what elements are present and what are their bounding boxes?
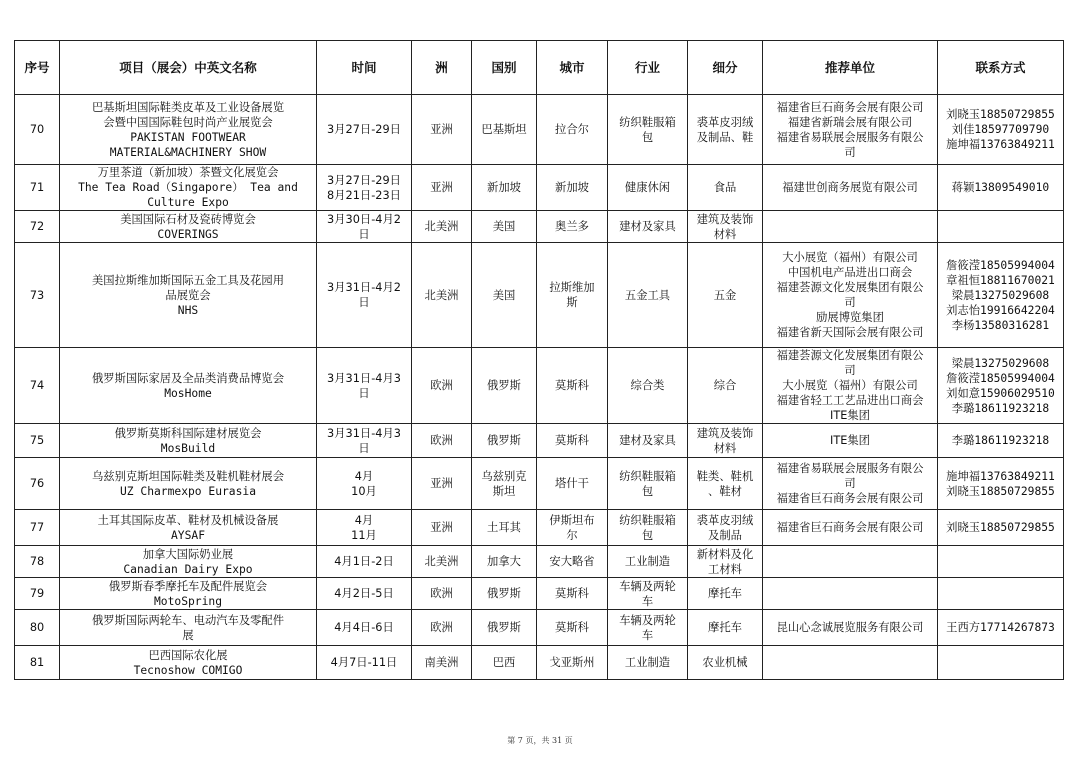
cell-time — [317, 95, 412, 165]
cell-recommender — [763, 243, 938, 348]
cell-subcategory-line: 、鞋材 — [708, 484, 742, 498]
cell-time — [317, 243, 412, 348]
cell-no: 77 — [15, 510, 60, 546]
cell-country-line: 巴基斯坦 — [481, 123, 527, 136]
cell-subcategory-line: 建筑及装饰 — [696, 212, 754, 226]
cell-name-line: 俄罗斯莫斯科国际建材展览会 — [114, 426, 262, 440]
col-header-country: 国别 — [472, 41, 537, 95]
cell-recommender-line: 福建省易联展会展服务有限公 — [776, 130, 924, 144]
cell-time-line: 3月31日-4月2 — [327, 281, 401, 294]
cell-country-line: 俄罗斯 — [487, 587, 521, 600]
cell-industry-line: 包 — [641, 528, 654, 542]
cell-time-line: 4月7日-11日 — [330, 656, 398, 669]
cell-name-line: Culture Expo — [147, 196, 229, 209]
cell-continent: 亚洲 — [412, 165, 472, 211]
cell-industry — [608, 646, 688, 680]
cell-time-line: 3月31日-4月3 — [327, 426, 401, 440]
cell-contact-line: 施坤福13763849211 — [946, 138, 1055, 151]
cell-subcategory — [688, 646, 763, 680]
cell-recommender-line: 福建荟源文化发展集团有限公 — [776, 349, 924, 362]
cell-city-line: 斯 — [566, 296, 578, 309]
cell-time — [317, 578, 412, 610]
cell-contact — [938, 610, 1064, 646]
cell-no: 79 — [15, 578, 60, 610]
cell-name-line: 俄罗斯国际家居及全品类消费品博览会 — [91, 371, 285, 385]
cell-time — [317, 510, 412, 546]
cell-recommender-line: 司 — [844, 145, 856, 159]
cell-recommender-line: 福建省轻工工艺品进出口商会 — [776, 394, 924, 407]
cell-recommender-line: 司 — [844, 477, 856, 490]
cell-contact — [938, 424, 1064, 458]
cell-city — [537, 165, 608, 211]
cell-time — [317, 424, 412, 458]
cell-subcategory-line: 建筑及装饰 — [696, 426, 754, 440]
cell-name-line: 万里茶道（新加坡）茶暨文化展览会 — [97, 166, 279, 179]
cell-continent: 北美洲 — [412, 211, 472, 243]
cell-industry-line: 五金工具 — [624, 288, 671, 302]
cell-industry — [608, 243, 688, 348]
table-row — [15, 646, 1064, 680]
cell-contact-line: 詹筱滢18505994004 — [946, 371, 1055, 385]
cell-name-line: PAKISTAN FOOTWEAR — [130, 130, 246, 144]
cell-subcategory — [688, 424, 763, 458]
cell-time-line: 3月27日-29日 — [327, 123, 401, 136]
cell-recommender-line: 福建世创商务展览有限公司 — [782, 181, 918, 194]
cell-subcategory-line: 及制品 — [708, 528, 742, 542]
cell-contact-line: 梁晨13275029608 — [951, 288, 1050, 302]
col-header-subcategory: 细分 — [688, 41, 763, 95]
col-header-name: 项目（展会）中英文名称 — [60, 41, 317, 95]
cell-industry-line: 健康休闲 — [624, 181, 671, 194]
cell-subcategory-line: 工材料 — [708, 562, 742, 576]
cell-country — [472, 510, 537, 546]
cell-city — [537, 610, 608, 646]
cell-country-line: 俄罗斯 — [487, 379, 521, 392]
cell-country — [472, 646, 537, 680]
cell-industry — [608, 424, 688, 458]
cell-city-line: 尔 — [566, 528, 578, 542]
cell-contact-line: 刘晓玉18850729855 — [946, 108, 1055, 121]
cell-name-line: 美国拉斯维加斯国际五金工具及花园用 — [91, 273, 285, 287]
cell-contact-line: 李杨13580316281 — [951, 318, 1050, 332]
cell-contact — [938, 243, 1064, 348]
col-header-contact: 联系方式 — [938, 41, 1064, 95]
cell-country-line: 新加坡 — [487, 181, 521, 194]
cell-industry — [608, 458, 688, 510]
cell-subcategory — [688, 165, 763, 211]
cell-industry-line: 包 — [641, 484, 654, 498]
cell-name-line: 巴西国际农化展 — [148, 648, 228, 662]
cell-name — [60, 165, 317, 211]
cell-no: 81 — [15, 646, 60, 680]
cell-subcategory — [688, 211, 763, 243]
cell-time-line: 日 — [358, 296, 370, 309]
cell-subcategory — [688, 458, 763, 510]
cell-no: 71 — [15, 165, 60, 211]
page-footer: 第 7 页，共 31 页 — [507, 736, 573, 745]
cell-industry-line: 包 — [641, 130, 654, 144]
cell-name — [60, 458, 317, 510]
cell-industry-line: 纺织鞋服箱 — [619, 513, 676, 527]
cell-industry-line: 工业制造 — [624, 656, 671, 669]
cell-recommender-line: 福建荟源文化发展集团有限公 — [776, 281, 924, 294]
table-row — [15, 95, 1064, 165]
cell-recommender-line: 大小展览（福州）有限公司 — [782, 251, 918, 264]
cell-contact-line: 刘志怡19916642204 — [946, 303, 1055, 317]
cell-continent: 欧洲 — [412, 610, 472, 646]
cell-name-line: NHS — [177, 303, 199, 317]
cell-recommender — [763, 211, 938, 243]
col-header-no: 序号 — [15, 41, 60, 95]
cell-contact — [938, 578, 1064, 610]
cell-city — [537, 424, 608, 458]
cell-subcategory-line: 新材料及化 — [696, 547, 754, 561]
cell-country-line: 斯坦 — [492, 484, 516, 498]
cell-no: 72 — [15, 211, 60, 243]
cell-time-line: 10月 — [351, 484, 377, 498]
cell-industry-line: 工业制造 — [624, 555, 671, 568]
cell-no: 75 — [15, 424, 60, 458]
cell-city — [537, 646, 608, 680]
cell-country — [472, 348, 537, 424]
cell-city — [537, 211, 608, 243]
cell-name-line: AYSAF — [170, 528, 205, 542]
cell-time-line: 日 — [358, 227, 370, 241]
cell-time-line: 4月1日-2日 — [334, 555, 394, 568]
cell-contact — [938, 211, 1064, 243]
cell-recommender-line: 福建省巨石商务会展有限公司 — [776, 492, 924, 505]
cell-subcategory — [688, 348, 763, 424]
cell-name-line: MATERIAL&MACHINERY SHOW — [109, 145, 267, 159]
cell-continent: 亚洲 — [412, 95, 472, 165]
cell-time — [317, 458, 412, 510]
cell-industry — [608, 578, 688, 610]
cell-contact-line: 刘晓玉18850729855 — [946, 521, 1055, 534]
cell-subcategory — [688, 243, 763, 348]
cell-recommender-line: 福建省易联展会展服务有限公 — [776, 462, 924, 475]
cell-city — [537, 546, 608, 578]
cell-industry-line: 车 — [641, 628, 654, 642]
cell-name-line: 乌兹别克斯坦国际鞋类及鞋机鞋材展会 — [91, 469, 285, 483]
cell-name-line: Tecnoshow COMIGO — [133, 663, 243, 677]
cell-industry-line: 车 — [641, 594, 654, 608]
cell-country-line: 加拿大 — [487, 555, 521, 568]
table-row — [15, 578, 1064, 610]
cell-name — [60, 510, 317, 546]
cell-contact-line: 施坤福13763849211 — [946, 469, 1055, 483]
cell-recommender-line: 励展博览集团 — [816, 311, 884, 324]
cell-continent: 欧洲 — [412, 424, 472, 458]
cell-name-line: MotoSpring — [153, 594, 222, 608]
cell-contact-line: 王西方17714267873 — [946, 621, 1055, 634]
cell-industry-line: 车辆及两轮 — [619, 613, 676, 627]
table-row — [15, 348, 1064, 424]
cell-recommender-line: 大小展览（福州）有限公司 — [782, 379, 918, 392]
cell-subcategory-line: 摩托车 — [708, 587, 742, 600]
cell-name — [60, 578, 317, 610]
cell-contact-line: 蒋颖13809549010 — [951, 181, 1050, 194]
cell-city-line: 塔什干 — [555, 477, 589, 490]
col-header-recommender: 推荐单位 — [763, 41, 938, 95]
cell-name-line: 品展览会 — [165, 288, 211, 302]
cell-city — [537, 578, 608, 610]
cell-time-line: 日 — [358, 386, 370, 400]
cell-city-line: 莫斯科 — [555, 379, 589, 392]
cell-name-line: MosHome — [164, 386, 212, 400]
table-header-row — [15, 41, 1064, 95]
cell-contact-line: 詹筱滢18505994004 — [946, 258, 1055, 272]
cell-name — [60, 424, 317, 458]
table-row — [15, 610, 1064, 646]
cell-city — [537, 243, 608, 348]
cell-subcategory-line: 材料 — [713, 227, 737, 241]
cell-industry — [608, 348, 688, 424]
cell-subcategory-line: 五金 — [713, 288, 737, 302]
cell-subcategory-line: 及制品、鞋 — [696, 130, 754, 144]
cell-time-line: 8月21日-23日 — [327, 188, 401, 202]
cell-time — [317, 165, 412, 211]
cell-city-line: 莫斯科 — [555, 587, 589, 600]
cell-recommender — [763, 546, 938, 578]
cell-continent: 北美洲 — [412, 546, 472, 578]
col-header-time: 时间 — [317, 41, 412, 95]
cell-recommender — [763, 510, 938, 546]
cell-country — [472, 578, 537, 610]
cell-subcategory-line: 裘革皮羽绒 — [696, 115, 754, 129]
cell-time-line: 日 — [358, 441, 370, 455]
cell-recommender — [763, 610, 938, 646]
cell-name-line: 土耳其国际皮革、鞋材及机械设备展 — [97, 513, 279, 527]
cell-subcategory-line: 鞋类、鞋机 — [696, 469, 754, 483]
cell-contact-line: 李璐18611923218 — [951, 401, 1050, 415]
cell-time — [317, 348, 412, 424]
cell-name — [60, 348, 317, 424]
cell-contact-line: 章祖恒18811670021 — [946, 273, 1055, 287]
cell-recommender — [763, 424, 938, 458]
cell-no: 78 — [15, 546, 60, 578]
cell-industry — [608, 546, 688, 578]
cell-subcategory-line: 食品 — [713, 181, 737, 194]
cell-name-line: Canadian Dairy Expo — [123, 562, 253, 576]
cell-subcategory-line: 裘革皮羽绒 — [696, 513, 754, 527]
cell-subcategory-line: 材料 — [713, 441, 737, 455]
cell-city-line: 奥兰多 — [555, 220, 589, 233]
cell-industry-line: 纺织鞋服箱 — [619, 115, 676, 129]
cell-city-line: 戈亚斯州 — [549, 656, 595, 669]
cell-recommender-line: 昆山心念诚展览服务有限公司 — [776, 621, 924, 634]
cell-country — [472, 610, 537, 646]
cell-city-line: 拉斯维加 — [549, 281, 595, 294]
cell-continent: 欧洲 — [412, 348, 472, 424]
cell-country — [472, 546, 537, 578]
cell-contact-line: 李璐18611923218 — [951, 434, 1050, 447]
cell-name — [60, 211, 317, 243]
table-body — [15, 95, 1064, 680]
cell-continent: 南美洲 — [412, 646, 472, 680]
cell-subcategory-line: 农业机械 — [702, 656, 748, 669]
cell-continent: 北美洲 — [412, 243, 472, 348]
cell-recommender — [763, 348, 938, 424]
cell-subcategory — [688, 95, 763, 165]
cell-country — [472, 243, 537, 348]
cell-time-line: 3月27日-29日 — [327, 173, 401, 187]
cell-time — [317, 646, 412, 680]
cell-continent: 亚洲 — [412, 510, 472, 546]
cell-name-line: COVERINGS — [157, 227, 219, 241]
cell-recommender-line: 福建省巨石商务会展有限公司 — [776, 100, 924, 114]
cell-contact — [938, 165, 1064, 211]
cell-country-line: 俄罗斯 — [487, 621, 521, 634]
cell-industry-line: 车辆及两轮 — [619, 579, 676, 593]
cell-time — [317, 546, 412, 578]
cell-subcategory — [688, 610, 763, 646]
cell-country — [472, 95, 537, 165]
cell-recommender — [763, 165, 938, 211]
cell-contact-line: 刘佳18597709790 — [951, 123, 1050, 136]
cell-name-line: 俄罗斯春季摩托车及配件展览会 — [108, 579, 268, 593]
cell-name-line: 展 — [182, 628, 194, 642]
cell-subcategory-line: 综合 — [713, 379, 737, 392]
cell-no: 70 — [15, 95, 60, 165]
col-header-industry: 行业 — [608, 41, 688, 95]
cell-no: 73 — [15, 243, 60, 348]
cell-industry — [608, 510, 688, 546]
table-row — [15, 510, 1064, 546]
cell-city — [537, 95, 608, 165]
table-row — [15, 458, 1064, 510]
cell-name-line: 加拿大国际奶业展 — [142, 547, 234, 561]
cell-name — [60, 546, 317, 578]
cell-name-line: MosBuild — [160, 441, 216, 455]
cell-industry — [608, 95, 688, 165]
cell-city-line: 新加坡 — [555, 181, 589, 194]
cell-industry-line: 综合类 — [630, 379, 665, 392]
cell-city-line: 莫斯科 — [555, 621, 589, 634]
cell-city-line: 安大略省 — [549, 555, 595, 568]
cell-recommender-line: 福建省巨石商务会展有限公司 — [776, 521, 924, 534]
cell-recommender — [763, 95, 938, 165]
cell-contact — [938, 546, 1064, 578]
cell-industry — [608, 610, 688, 646]
table-row — [15, 424, 1064, 458]
cell-city-line: 拉合尔 — [555, 123, 589, 136]
cell-recommender-line: ITE集团 — [830, 434, 870, 447]
cell-time-line: 4月 — [354, 469, 374, 483]
cell-contact — [938, 646, 1064, 680]
cell-country — [472, 165, 537, 211]
cell-time — [317, 610, 412, 646]
cell-contact — [938, 348, 1064, 424]
cell-industry-line: 建材及家具 — [619, 434, 676, 447]
cell-city — [537, 348, 608, 424]
cell-name — [60, 610, 317, 646]
cell-country-line: 美国 — [492, 288, 516, 302]
cell-name — [60, 243, 317, 348]
cell-industry — [608, 211, 688, 243]
cell-contact — [938, 458, 1064, 510]
cell-country-line: 土耳其 — [487, 521, 521, 534]
cell-time-line: 4月 — [354, 513, 374, 527]
cell-country — [472, 458, 537, 510]
cell-subcategory — [688, 546, 763, 578]
cell-city-line: 伊斯坦布 — [549, 513, 595, 527]
cell-city-line: 莫斯科 — [555, 434, 589, 447]
cell-recommender — [763, 646, 938, 680]
cell-contact-line: 刘如意15906029510 — [946, 386, 1055, 400]
cell-name-line: 美国国际石材及瓷砖博览会 — [120, 212, 256, 226]
cell-recommender-line: 司 — [844, 364, 856, 377]
cell-subcategory — [688, 578, 763, 610]
table-row — [15, 211, 1064, 243]
cell-country — [472, 424, 537, 458]
cell-name-line: UZ Charmexpo Eurasia — [119, 484, 257, 498]
cell-recommender-line: 司 — [844, 296, 856, 309]
cell-country-line: 巴西 — [492, 656, 516, 669]
cell-time — [317, 211, 412, 243]
col-header-continent: 洲 — [412, 41, 472, 95]
cell-name-line: 巴基斯坦国际鞋类皮革及工业设备展览 — [91, 100, 285, 114]
cell-recommender — [763, 458, 938, 510]
cell-no: 74 — [15, 348, 60, 424]
cell-name-line: 俄罗斯国际两轮车、电动汽车及零配件 — [91, 613, 285, 627]
cell-contact — [938, 510, 1064, 546]
cell-name-line: 会暨中国国际鞋包时尚产业展览会 — [103, 115, 273, 129]
cell-country — [472, 211, 537, 243]
cell-time-line: 3月30日-4月2 — [327, 212, 401, 226]
cell-time-line: 4月4日-6日 — [334, 621, 394, 634]
cell-name-line: The Tea Road（Singapore） Tea and — [78, 181, 298, 194]
table-row — [15, 165, 1064, 211]
cell-city — [537, 510, 608, 546]
cell-recommender-line: 中国机电产品进出口商会 — [787, 266, 913, 279]
cell-no: 76 — [15, 458, 60, 510]
cell-recommender — [763, 578, 938, 610]
cell-city — [537, 458, 608, 510]
cell-name — [60, 646, 317, 680]
cell-industry-line: 纺织鞋服箱 — [619, 469, 676, 483]
cell-recommender-line: ITE集团 — [830, 409, 870, 422]
cell-country-line: 乌兹别克 — [481, 469, 527, 483]
cell-time-line: 4月2日-5日 — [334, 587, 394, 600]
cell-industry — [608, 165, 688, 211]
table-row — [15, 546, 1064, 578]
cell-industry-line: 建材及家具 — [619, 220, 676, 233]
col-header-city: 城市 — [537, 41, 608, 95]
cell-country-line: 美国 — [492, 220, 516, 233]
cell-contact-line: 梁晨13275029608 — [951, 356, 1050, 370]
cell-continent: 亚洲 — [412, 458, 472, 510]
cell-subcategory-line: 摩托车 — [708, 621, 742, 634]
cell-continent: 欧洲 — [412, 578, 472, 610]
cell-contact — [938, 95, 1064, 165]
cell-time-line: 11月 — [351, 528, 377, 542]
cell-time-line: 3月31日-4月3 — [327, 371, 401, 385]
cell-contact-line: 刘晓玉18850729855 — [946, 484, 1055, 498]
cell-recommender-line: 福建省新天国际会展有限公司 — [776, 326, 924, 339]
cell-recommender-line: 福建省新瑞会展有限公司 — [787, 115, 913, 129]
cell-subcategory — [688, 510, 763, 546]
cell-country-line: 俄罗斯 — [487, 434, 521, 447]
table-row — [15, 243, 1064, 348]
cell-name — [60, 95, 317, 165]
exhibition-table — [14, 40, 1064, 680]
cell-no: 80 — [15, 610, 60, 646]
